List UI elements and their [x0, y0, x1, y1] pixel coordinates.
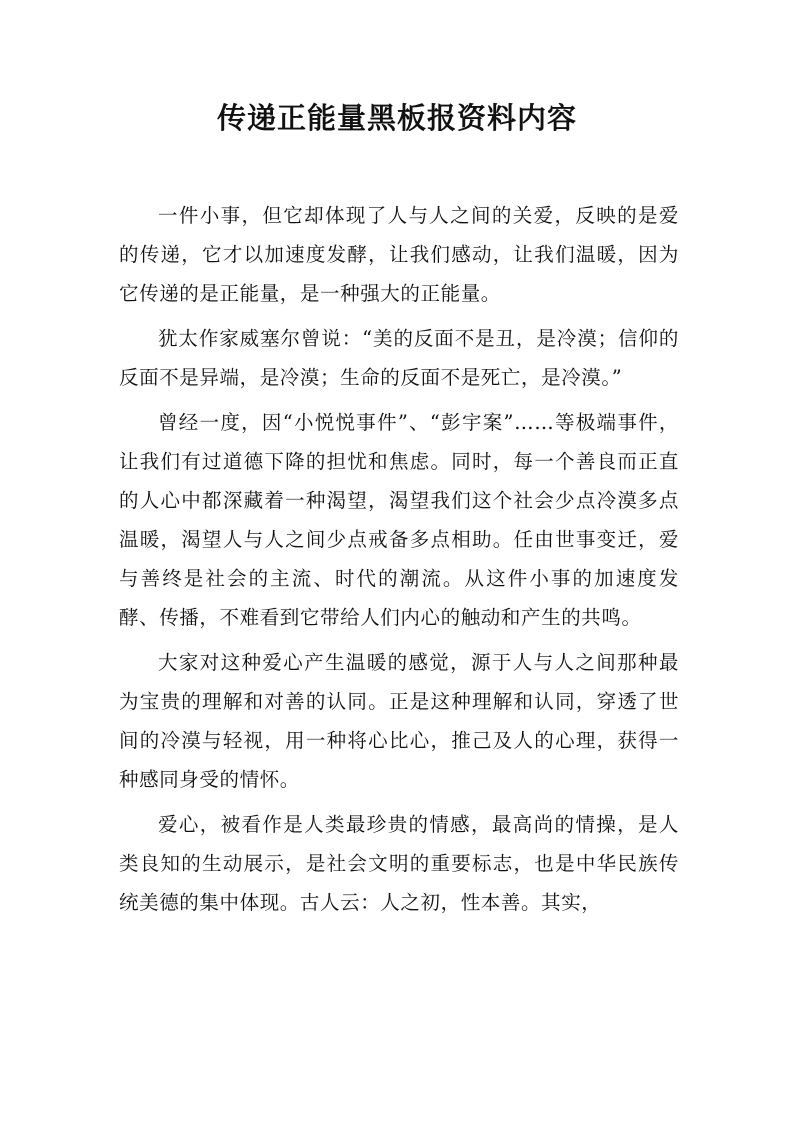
- paragraph-4: 大家对这种爱心产生温暖的感觉，源于人与人之间那种最为宝贵的理解和对善的认同。正是这种理解和认同，穿透了世间的冷漠与轻视，用一种将心比心，推己及人的心理，获得一种感同身受的情怀。: [119, 651, 679, 791]
- paragraph-5: 爱心，被看作是人类最珍贵的情感，最高尚的情操，是人类良知的生动展示，是社会文明的重要标志，也是中华民族传统美德的集中体现。古人云：人之初，性本善。其实，: [119, 813, 679, 914]
- paragraph-1: 一件小事，但它却体现了人与人之间的关爱，反映的是爱的传递，它才以加速度发酵，让我们感动，让我们温暖，因为它传递的是正能量，是一种强大的正能量。: [119, 204, 679, 305]
- page-title: 传递正能量黑板报资料内容: [216, 101, 577, 135]
- article-body: [119, 196, 679, 928]
- paragraph-2: 犹太作家威塞尔曾说：“美的反面不是丑，是冷漠；信仰的反面不是异端，是冷漠；生命的反面不是死亡，是冷漠。”: [119, 327, 679, 389]
- paragraph-3: 曾经一度，因“小悦悦事件”、“彭宇案”……等极端事件，让我们有过道德下降的担忧和焦虑。同时，每一个善良而正直的人心中都深藏着一种渴望，渴望我们这个社会少点冷漠多点温暖，渴望人与人之间少点戒备多点相助。任由世事变迁，爱与善终是社会的主流、时代的潮流。从这件小事的加速度发酵、传播，不难看到它带给人们内心的触动和产生的共鸣。: [119, 411, 679, 629]
